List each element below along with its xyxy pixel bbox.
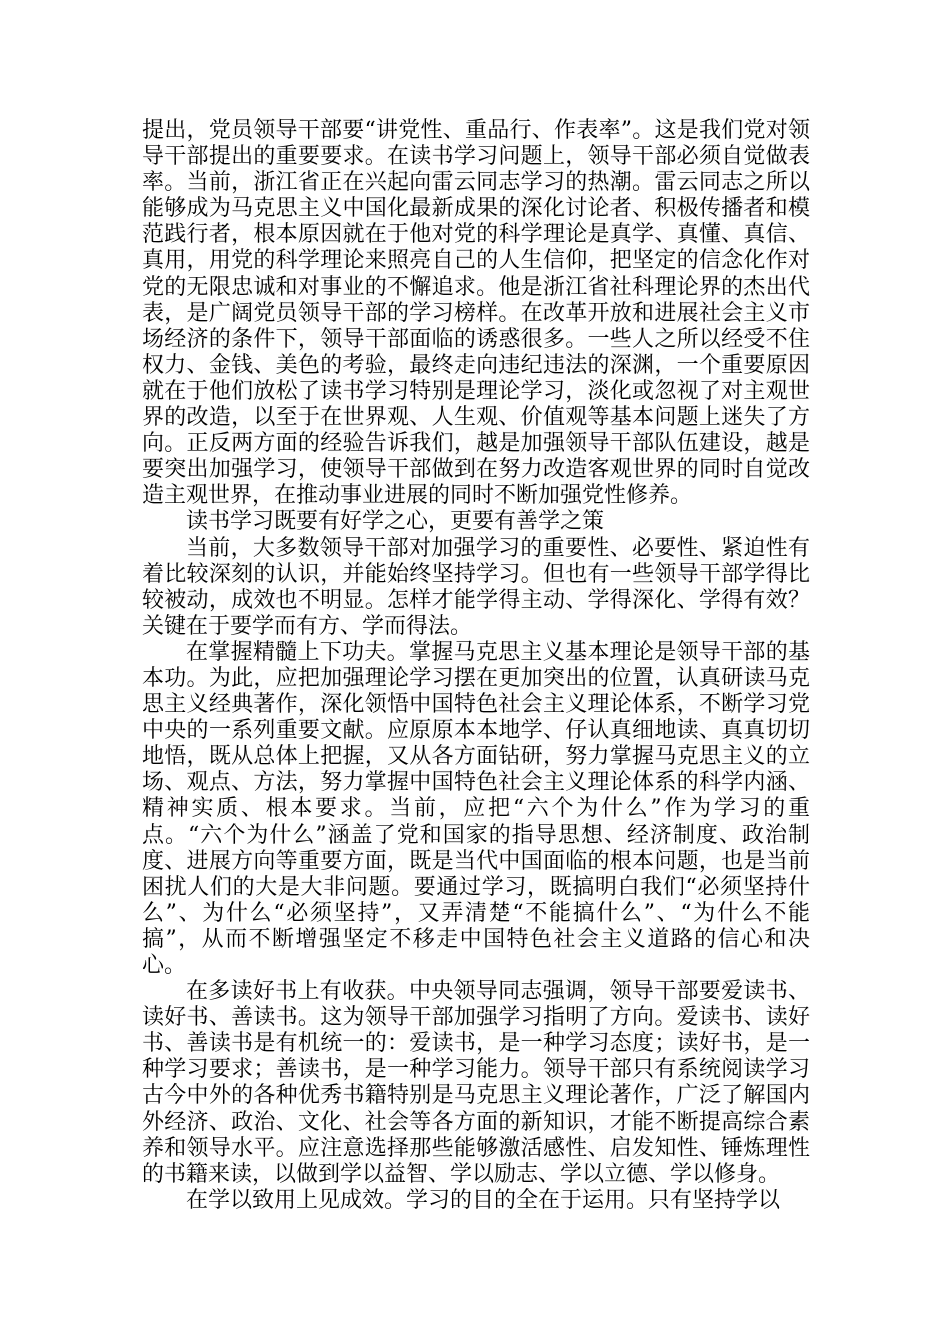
paragraph-4: 在多读好书上有收获。中央领导同志强调，领导干部要爱读书、读好书、善读书。这为领导干部加强学习指明了方向。爱读书、读好书、善读书是有机统一的：爱读书，是一种学习态度；读好书，是一种学习要求；善读书，是一种学习能力。领导干部只有系统阅读学习古今中外的各种优秀书籍特别是马克思主义理论著作，广泛了解国内外经济、政治、文化、社会等各方面的新知识，才能不断提高综合素养和领导水平。应注意选择那些能够激活感性、启发知性、锤炼理性的书籍来读，以做到学以益智、学以励志、学以立德、学以修身。 — [142, 979, 810, 1187]
paragraph-2: 当前，大多数领导干部对加强学习的重要性、必要性、紧迫性有着比较深刻的认识，并能始终坚持学习。但也有一些领导干部学得比较被动，成效也不明显。怎样才能学得主动、学得深化、学得有效？关键在于要学而有方、学而得法。 — [142, 535, 810, 639]
paragraph-1: 提出，党员领导干部要“讲党性、重品行、作表率”。这是我们党对领导干部提出的重要要求。在读书学习问题上，领导干部必须自觉做表率。当前，浙江省正在兴起向雷云同志学习的热潮。雷云同志之所以能够成为马克思主义中国化最新成果的深化讨论者、积极传播者和模范践行者，根本原因就在于他对党的科学理论是真学、真懂、真信、真用，用党的科学理论来照亮自己的人生信仰，把坚定的信念化作对党的无限忠诚和对事业的不懈追求。他是浙江省社科理论界的杰出代表，是广阔党员领导干部的学习榜样。在改革开放和进展社会主义市场经济的条件下，领导干部面临的诱惑很多。一些人之所以经受不住权力、金钱、美色的考验，最终走向违纪违法的深渊，一个重要原因就在于他们放松了读书学习特别是理论学习，淡化或忽视了对主观世界的改造，以至于在世界观、人生观、价值观等基本问题上迷失了方向。正反两方面的经验告诉我们，越是加强领导干部队伍建设，越是要突出加强学习，使领导干部做到在努力改造客观世界的同时自觉改造主观世界，在推动事业进展的同时不断加强党性修养。 — [142, 118, 810, 509]
section-heading: 读书学习既要有好学之心，更要有善学之策 — [186, 509, 605, 535]
paragraph-3: 在掌握精髓上下功夫。掌握马克思主义基本理论是领导干部的基本功。为此，应把加强理论学习摆在更加突出的位置，认真研读马克思主义经典著作，深化领悟中国特色社会主义理论体系，不断学习党中央的一系列重要文献。应原原本本地学、仔认真细地读、真真切切地悟，既从总体上把握，又从各方面钻研，努力掌握马克思主义的立场、观点、方法，努力掌握中国特色社会主义理论体系的科学内涵、精神实质、根本要求。当前，应把“六个为什么”作为学习的重点。“六个为什么”涵盖了党和国家的指导思想、经济制度、政治制度、进展方向等重要方面，既是当代中国面临的根本问题，也是当前困扰人们的大是大非问题。要通过学习，既搞明白我们“必须坚持什么”、为什么“必须坚持”，又弄清楚“不能搞什么”、“为什么不能搞”，从而不断增强坚定不移走中国特色社会主义道路的信心和决心。 — [142, 639, 810, 978]
paragraph-5: 在学以致用上见成效。学习的目的全在于运用。只有坚持学以 — [186, 1187, 781, 1213]
document-page — [142, 118, 810, 1214]
